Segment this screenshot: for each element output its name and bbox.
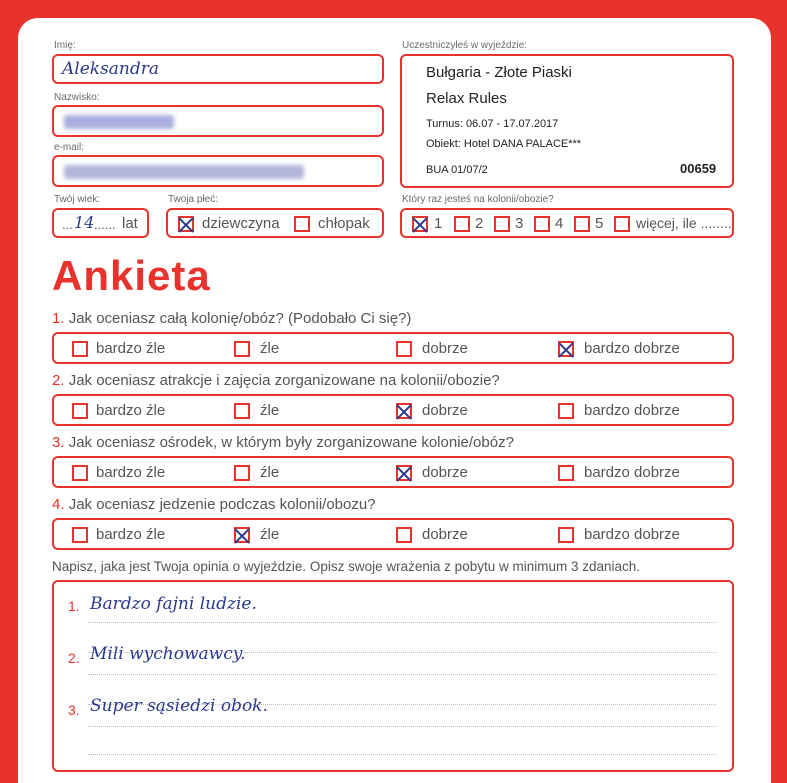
q3-checkbox-good[interactable]: [396, 465, 412, 481]
opinion-line-2-text: Mili wychowawcy.: [90, 644, 246, 664]
q3-checkbox-very-bad[interactable]: [72, 465, 88, 481]
question-1-text: Jak oceniasz całą kolonię/obóz? (Podobało Ci się?): [68, 310, 412, 327]
times-checkbox-2[interactable]: [454, 216, 470, 232]
times-option-4: 4: [555, 215, 564, 232]
question-4-options: [52, 518, 734, 550]
q1-option-very-bad: bardzo źle: [96, 340, 166, 357]
survey-sheet: [18, 18, 771, 783]
q4-checkbox-good[interactable]: [396, 527, 412, 543]
q2-option-very-good: bardzo dobrze: [584, 402, 680, 419]
times-option-3: 3: [515, 215, 524, 232]
q2-checkbox-very-bad[interactable]: [72, 403, 88, 419]
gender-label: Twoja płeć:: [168, 194, 219, 205]
q2-checkbox-good[interactable]: [396, 403, 412, 419]
times-label: Który raz jesteś na kolonii/obozie?: [402, 194, 554, 205]
q4-option-bad: źle: [260, 526, 280, 543]
trip-destination: Bułgaria - Złote Piaski: [426, 64, 572, 81]
question-3: [52, 434, 514, 451]
email-label: e-mail:: [54, 142, 85, 153]
q2-checkbox-bad[interactable]: [234, 403, 250, 419]
times-option-2: 2: [475, 215, 484, 232]
q1-checkbox-very-bad[interactable]: [72, 341, 88, 357]
q3-option-very-bad: bardzo źle: [96, 464, 166, 481]
question-3-text: Jak oceniasz ośrodek, w którym były zorganizowane kolonie/obóz?: [68, 434, 514, 451]
trip-number: 00659: [680, 161, 717, 176]
q4-option-very-good: bardzo dobrze: [584, 526, 680, 543]
name-label: Imię:: [54, 40, 76, 51]
q1-option-good: dobrze: [422, 340, 468, 357]
surname-redacted: [64, 115, 174, 129]
trip-label: Uczestniczyłeś w wyjeździe:: [402, 40, 528, 51]
opinion-line-1-number: 1.: [68, 598, 80, 614]
q3-option-bad: źle: [260, 464, 280, 481]
age-dots-prefix: ...: [62, 217, 73, 232]
q3-checkbox-very-good[interactable]: [558, 465, 574, 481]
question-2-number: 2.: [52, 372, 65, 389]
opinion-line-3-text: Super sąsiedzi obok.: [90, 696, 268, 716]
survey-title: Ankieta: [52, 252, 211, 299]
surname-label: Nazwisko:: [54, 92, 100, 103]
q2-option-bad: źle: [260, 402, 280, 419]
q3-option-good: dobrze: [422, 464, 468, 481]
age-field[interactable]: [52, 208, 149, 238]
q1-checkbox-very-good[interactable]: [558, 341, 574, 357]
question-4: [52, 496, 376, 513]
trip-code: BUA 01/07/2: [426, 164, 488, 176]
q2-option-very-bad: bardzo źle: [96, 402, 166, 419]
opinion-line-1-text: Bardzo fajni ludzie.: [90, 594, 257, 614]
question-3-number: 3.: [52, 434, 65, 451]
gender-option-boy: chłopak: [318, 215, 370, 232]
gender-checkbox-girl[interactable]: [178, 216, 194, 232]
times-checkbox-3[interactable]: [494, 216, 510, 232]
question-1-options: [52, 332, 734, 364]
times-checkbox-5[interactable]: [574, 216, 590, 232]
question-4-text: Jak oceniasz jedzenie podczas kolonii/obozu?: [68, 496, 376, 513]
question-2-options: [52, 394, 734, 426]
opinion-field[interactable]: [52, 580, 734, 772]
q3-option-very-good: bardzo dobrze: [584, 464, 680, 481]
trip-program: Relax Rules: [426, 90, 507, 107]
age-dots-suffix: ......: [94, 217, 116, 232]
times-option-more: więcej, ile ........: [636, 215, 732, 231]
question-2: [52, 372, 500, 389]
opinion-rule-4: [88, 754, 716, 755]
times-checkbox-1[interactable]: [412, 216, 428, 232]
question-2-text: Jak oceniasz atrakcje i zajęcia zorganizowane na kolonii/obozie?: [68, 372, 500, 389]
question-1-number: 1.: [52, 310, 65, 327]
email-field[interactable]: [52, 155, 384, 187]
age-value: 14: [74, 213, 95, 232]
times-field: [400, 208, 734, 238]
q3-checkbox-bad[interactable]: [234, 465, 250, 481]
name-field[interactable]: [52, 54, 384, 84]
trip-hotel: Obiekt: Hotel DANA PALACE***: [426, 138, 582, 150]
q1-checkbox-good[interactable]: [396, 341, 412, 357]
q2-option-good: dobrze: [422, 402, 468, 419]
q4-checkbox-bad[interactable]: [234, 527, 250, 543]
q1-checkbox-bad[interactable]: [234, 341, 250, 357]
trip-info-box: [400, 54, 734, 188]
question-1: [52, 310, 411, 327]
opinion-rule-3: [88, 726, 716, 727]
times-option-1: 1: [434, 215, 443, 232]
age-label: Twój wiek:: [54, 194, 101, 205]
name-value: Aleksandra: [62, 59, 160, 79]
q4-checkbox-very-bad[interactable]: [72, 527, 88, 543]
opinion-prompt: Napisz, jaka jest Twoja opinia o wyjeździe. Opisz swoje wrażenia z pobytu w minimum 3 zdaniach.: [52, 559, 641, 574]
gender-checkbox-boy[interactable]: [294, 216, 310, 232]
surname-field[interactable]: [52, 105, 384, 137]
age-unit: lat: [122, 215, 138, 232]
q4-option-good: dobrze: [422, 526, 468, 543]
opinion-rule-1: [88, 622, 716, 623]
times-option-5: 5: [595, 215, 604, 232]
times-checkbox-4[interactable]: [534, 216, 550, 232]
gender-field: [166, 208, 384, 238]
email-redacted: [64, 165, 304, 179]
q4-checkbox-very-good[interactable]: [558, 527, 574, 543]
question-4-number: 4.: [52, 496, 65, 513]
times-checkbox-more[interactable]: [614, 216, 630, 232]
opinion-rule-2: [88, 674, 716, 675]
opinion-line-2-number: 2.: [68, 650, 80, 666]
q4-option-very-bad: bardzo źle: [96, 526, 166, 543]
q1-option-bad: źle: [260, 340, 280, 357]
trip-turnus: Turnus: 06.07 - 17.07.2017: [426, 118, 559, 130]
q1-option-very-good: bardzo dobrze: [584, 340, 680, 357]
question-3-options: [52, 456, 734, 488]
gender-option-girl: dziewczyna: [202, 215, 280, 232]
q2-checkbox-very-good[interactable]: [558, 403, 574, 419]
opinion-line-3-number: 3.: [68, 702, 80, 718]
